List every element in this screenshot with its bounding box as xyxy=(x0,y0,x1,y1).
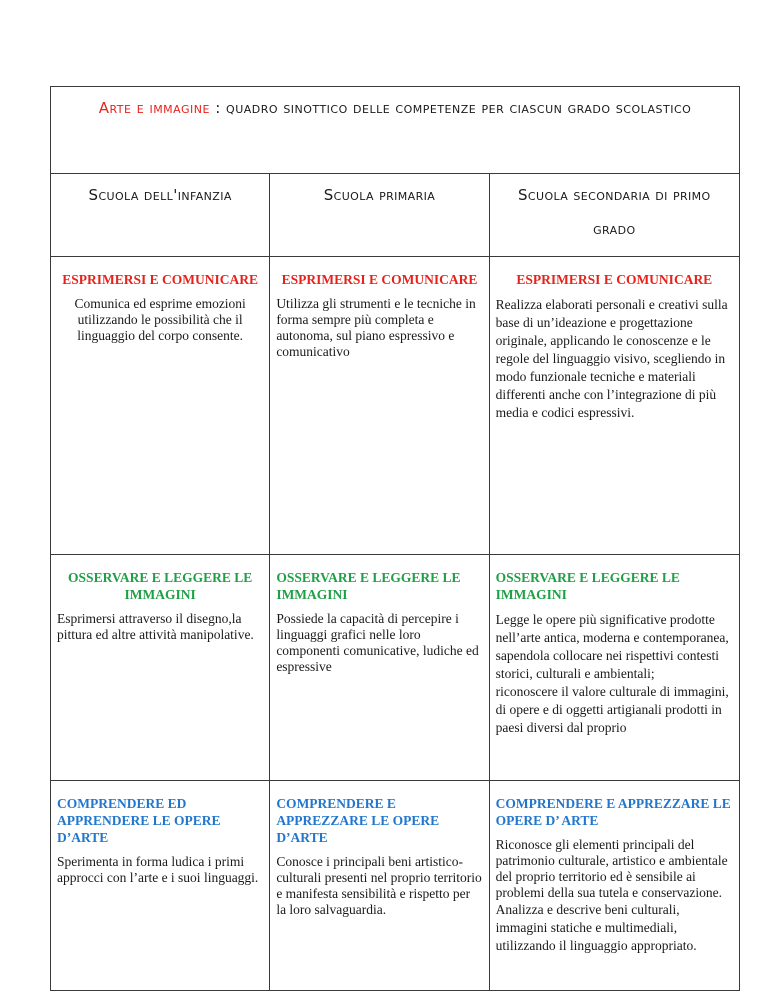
section-row-comprendere xyxy=(51,781,740,991)
section-text: Sperimenta in forma ludica i primi approcci con l’arte e i suoi linguaggi. xyxy=(57,854,259,885)
header-primaria-label: Scuola primaria xyxy=(323,186,436,204)
title-cell xyxy=(51,87,740,174)
section-text: Realizza elaborati personali e creativi sulla base di un’ideazione e progettazione originale, applicando le conoscenze e le regole del linguaggio visivo, scegliendo in modo funzionale tecniche e materiali differenti anche con l’integrazione di più media e codici espressivi. xyxy=(495,297,728,420)
cell-primaria-comprendere xyxy=(270,781,489,991)
section-text: riconoscere il valore culturale di immagini, di opere e di oggetti artigianali prodotti in paesi diversi dal proprio xyxy=(495,684,729,735)
section-heading: COMPRENDERE ED APPRENDERE LE OPERE D’ARTE xyxy=(57,796,221,845)
section-row-esprimersi xyxy=(51,257,740,555)
header-infanzia-label: Scuola dell'infanzia xyxy=(88,186,232,204)
section-heading: ESPRIMERSI E COMUNICARE xyxy=(516,272,713,287)
section-text: Riconosce gli elementi principali del patrimonio culturale, artistico e ambientale del proprio territorio ed è sensibile ai problemi della sua tutela e conservazione. xyxy=(495,837,728,900)
section-text: Utilizza gli strumenti e le tecniche in forma sempre più completa e autonoma, sul piano espressivo e comunicativo xyxy=(276,296,476,359)
section-heading: OSSERVARE E LEGGERE LE IMMAGINI xyxy=(276,570,461,602)
document-page xyxy=(50,86,740,991)
section-heading: COMPRENDERE E APPREZZARE LE OPERE D’ ARTE xyxy=(495,796,731,828)
competence-table xyxy=(50,86,740,991)
cell-secondaria-esprimersi xyxy=(489,257,739,555)
title-rest: : quadro sinottico delle competenze per ciascun grado scolastico xyxy=(209,99,692,117)
section-heading: OSSERVARE E LEGGERE LE IMMAGINI xyxy=(68,570,253,602)
title-subject: Arte e immagine xyxy=(98,99,210,117)
title-row xyxy=(51,87,740,174)
section-heading: ESPRIMERSI E COMUNICARE xyxy=(62,272,259,287)
header-secondaria xyxy=(489,174,739,257)
section-text: Legge le opere più significative prodotte nell’arte antica, moderna e contemporanea, sapendola collocare nei rispettivi contesti storici, culturali e ambientali; xyxy=(495,612,729,681)
cell-infanzia-osservare xyxy=(51,555,270,781)
cell-secondaria-comprendere xyxy=(489,781,739,991)
section-text: Conosce i principali beni artistico- culturali presenti nel proprio territorio e manifesta sensibilità e rispetto per la loro salvaguardia. xyxy=(276,854,482,917)
cell-secondaria-osservare xyxy=(489,555,739,781)
section-text: Comunica ed esprime emozioni utilizzando le possibilità che il linguaggio del corpo consente. xyxy=(74,296,246,343)
cell-infanzia-esprimersi xyxy=(51,257,270,555)
header-row xyxy=(51,174,740,257)
header-primaria xyxy=(270,174,489,257)
document-title xyxy=(59,93,731,123)
section-row-osservare xyxy=(51,555,740,781)
section-heading: ESPRIMERSI E COMUNICARE xyxy=(281,272,478,287)
cell-infanzia-comprendere xyxy=(51,781,270,991)
cell-primaria-osservare xyxy=(270,555,489,781)
header-secondaria-label: Scuola secondaria di primo grado xyxy=(518,186,711,238)
section-text: Possiede la capacità di percepire i linguaggi grafici nelle loro componenti comunicative, ludiche ed espressive xyxy=(276,611,479,674)
section-heading: COMPRENDERE E APPREZZARE LE OPERE D’ARTE xyxy=(276,796,440,845)
section-heading: OSSERVARE E LEGGERE LE IMMAGINI xyxy=(495,570,680,602)
header-infanzia xyxy=(51,174,270,257)
cell-primaria-esprimersi xyxy=(270,257,489,555)
section-text: Analizza e descrive beni culturali, immagini statiche e multimediali, utilizzando il linguaggio appropriato. xyxy=(495,902,697,953)
section-text: Esprimersi attraverso il disegno,la pittura ed altre attività manipolative. xyxy=(57,611,254,642)
